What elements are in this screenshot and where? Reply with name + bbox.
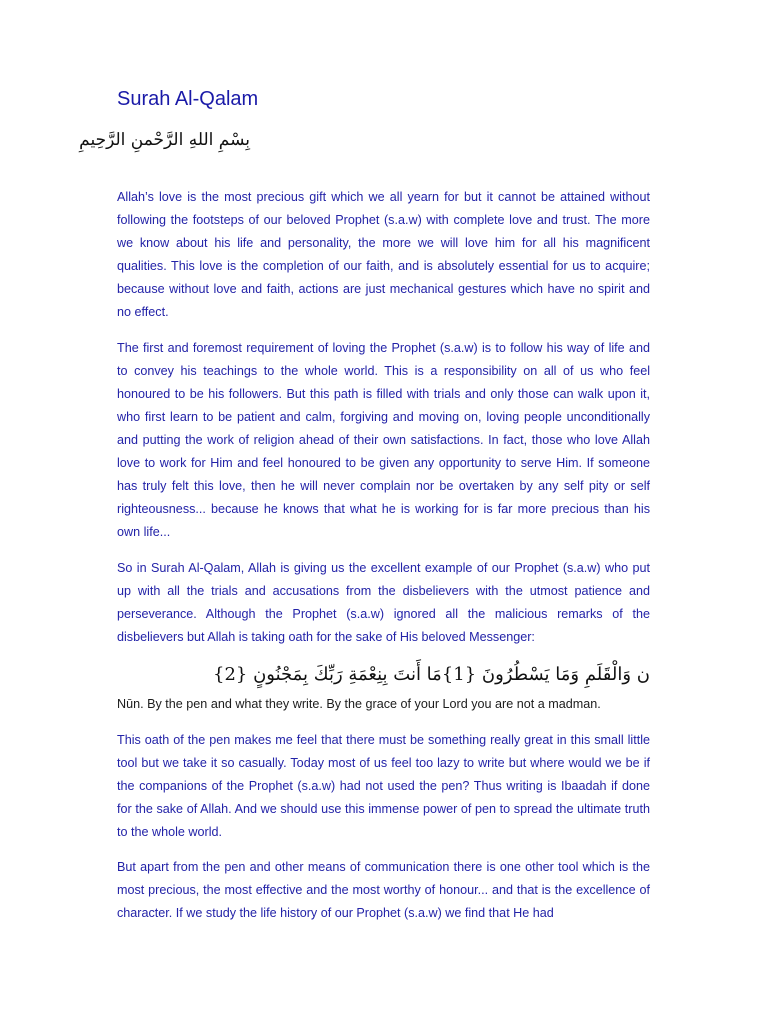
basmala-text: بِسْمِ اللهِ الرَّحْمنِ الرَّحِيمِ	[79, 130, 250, 150]
paragraph-5: But apart from the pen and other means of communication there is one other tool which is the most precious, the most effective and the most worthy of honour... and that is the excellence of character. If we study the life history of our Prophet (s.a.w) we find that He had	[117, 860, 650, 920]
paragraph-1: Allah’s love is the most precious gift which we all yearn for but it cannot be attained without following the footsteps of our beloved Prophet (s.a.w) with complete love and trust. The more we know about his life and personality, the more we will love him for all his magnificent qualities. This love is the completion of our faith, and is absolutely essential for us to acquire; because without love and faith, actions are just mechanical gestures which have no spirit and no effect.	[117, 190, 650, 319]
verse-translation: Nūn. By the pen and what they write. By the grace of your Lord you are not a madman.	[117, 697, 601, 711]
page-title: Surah Al-Qalam	[117, 88, 259, 110]
paragraph-4: This oath of the pen makes me feel that there must be something really great in this small little tool but we take it so casually. Today most of us feel too lazy to write but where would we be if the companions of the Prophet (s.a.w) had not used the pen? Thus writing is Ibaadah if done for the sake of Allah. And we should use this immense power of pen to spread the ultimate truth to the whole world.	[117, 733, 650, 839]
quran-verse-arabic: ن وَالْقَلَمِ وَمَا يَسْطُرُونَ {1}مَا أَنتَ بِنِعْمَةِ رَبِّكَ بِمَجْنُونٍ {2}	[212, 664, 650, 685]
paragraph-3: So in Surah Al-Qalam, Allah is giving us the excellent example of our Prophet (s.a.w) who put up with all the trials and accusations from the disbelievers with the utmost patience and perseverance. Although the Prophet (s.a.w) ignored all the malicious remarks of the disbelievers but Allah is taking oath for the sake of His beloved Messenger:	[117, 561, 650, 644]
paragraph-2: The first and foremost requirement of loving the Prophet (s.a.w) is to follow his way of life and to convey his teachings to the whole world. This is a responsibility on all of us who feel honoured to be his followers. But this path is filled with trials and only those can walk upon it, who first learn to be patient and calm, forgiving and moving on, loving people unconditionally and putting the work of religion ahead of their own satisfactions. In fact, those who love Allah love to work for Him and feel honoured to be given any opportunity to serve Him. If someone has truly felt this love, then he will never complain nor be overtaken by any self pity or self righteousness... because he knows that what he is working for is far more precious than his own life...	[117, 341, 650, 539]
